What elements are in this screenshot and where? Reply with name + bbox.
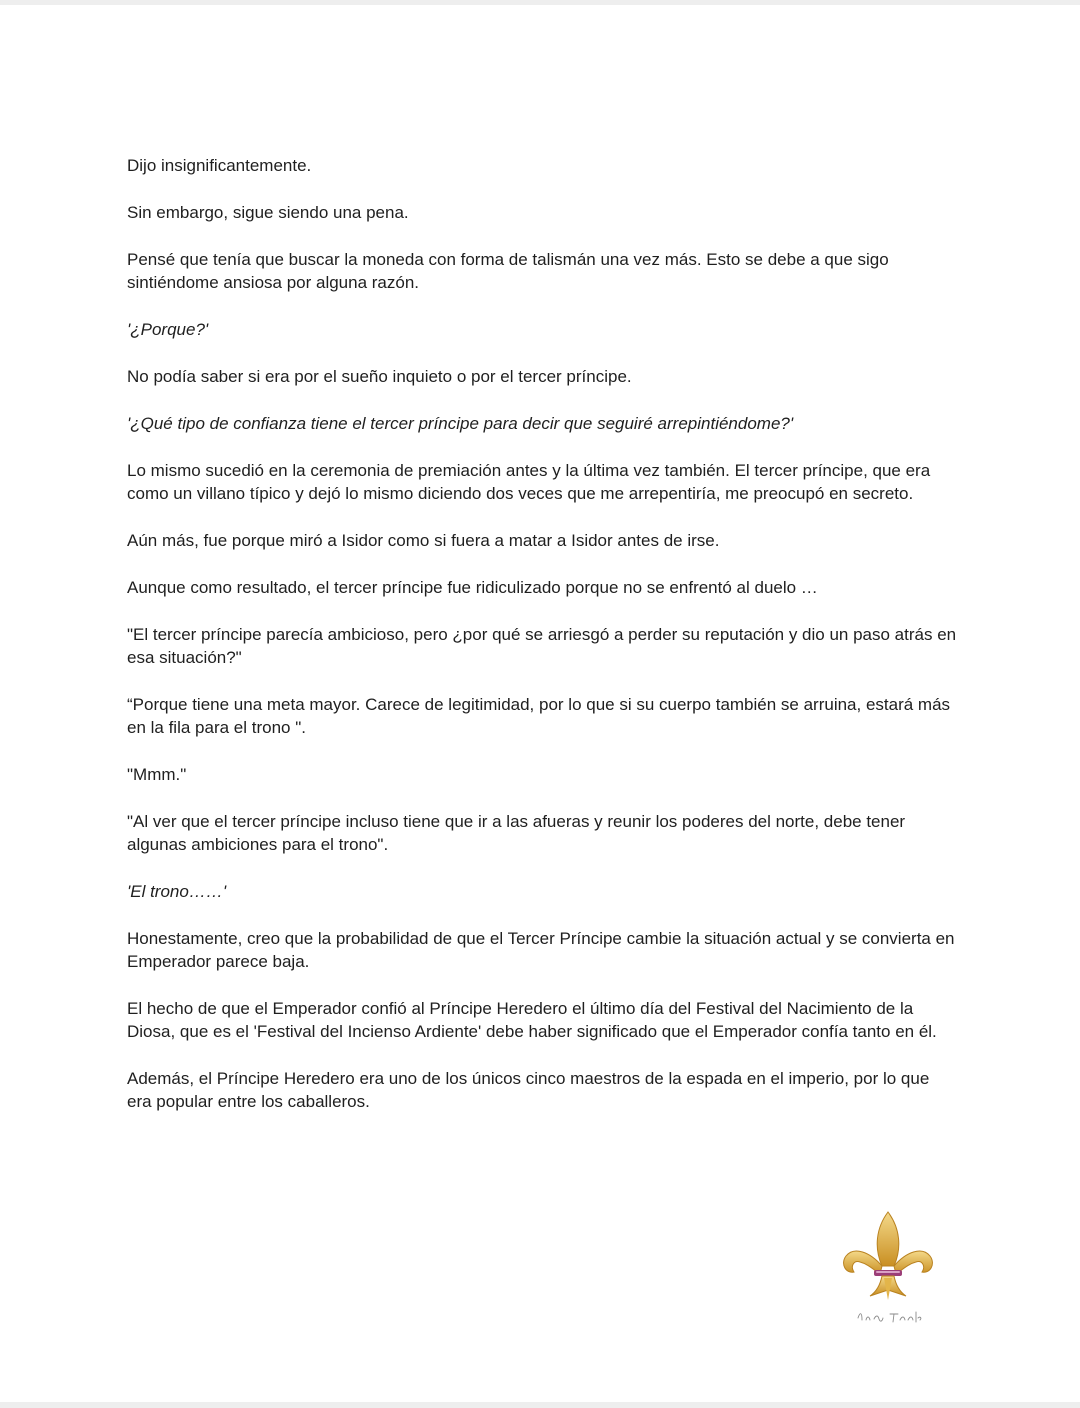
thought-paragraph: '¿Qué tipo de confianza tiene el tercer príncipe para decir que seguiré arrepintiéndome?' <box>127 414 794 433</box>
thought-paragraph: '¿Porque?' <box>127 320 209 339</box>
paragraph: No podía saber si era por el sueño inquieto o por el tercer príncipe. <box>127 367 632 386</box>
watermark-logo <box>836 1208 940 1332</box>
paragraph: Dijo insignificantemente. <box>127 156 312 175</box>
fleur-de-lis-icon <box>836 1208 940 1332</box>
page-bottom-edge <box>0 1402 1080 1408</box>
thought-paragraph: 'El trono……' <box>127 882 227 901</box>
paragraph: Aunque como resultado, el tercer príncipe fue ridiculizado porque no se enfrentó al duelo … <box>127 578 818 597</box>
paragraph: Pensé que tenía que buscar la moneda con forma de talismán una vez más. Esto se debe a que sigo sintiéndome ansiosa por alguna razón. <box>127 250 889 292</box>
paragraph: Aún más, fue porque miró a Isidor como si fuera a matar a Isidor antes de irse. <box>127 531 720 550</box>
dialogue-paragraph: "Mmm." <box>127 765 187 784</box>
dialogue-paragraph: "El tercer príncipe parecía ambicioso, pero ¿por qué se arriesgó a perder su reputación y dio un paso atrás en esa situación?" <box>127 625 957 667</box>
paragraph: Sin embargo, sigue siendo una pena. <box>127 203 409 222</box>
paragraph: Además, el Príncipe Heredero era uno de los únicos cinco maestros de la espada en el imperio, por lo que era popular entre los caballeros. <box>127 1069 930 1111</box>
paragraph: Honestamente, creo que la probabilidad de que el Tercer Príncipe cambie la situación actual y se convierta en Emperador parece baja. <box>127 929 955 971</box>
dialogue-paragraph: "Al ver que el tercer príncipe incluso tiene que ir a las afueras y reunir los poderes del norte, debe tener algunas ambiciones para el trono". <box>127 812 906 854</box>
dialogue-paragraph: “Porque tiene una meta mayor. Carece de legitimidad, por lo que si su cuerpo también se arruina, estará más en la fila para el trono ". <box>127 695 951 737</box>
document-body <box>127 154 957 1137</box>
paragraph: El hecho de que el Emperador confió al Príncipe Heredero el último día del Festival del Nacimiento de la Diosa, que es el 'Festival del Incienso Ardiente' debe haber significado que el Emperador confía tanto en él. <box>127 999 937 1041</box>
paragraph: Lo mismo sucedió en la ceremonia de premiación antes y la última vez también. El tercer príncipe, que era como un villano típico y dejó lo mismo diciendo dos veces que me arrepentiría, me preocupó en secreto. <box>127 461 931 503</box>
page-top-edge <box>0 0 1080 5</box>
